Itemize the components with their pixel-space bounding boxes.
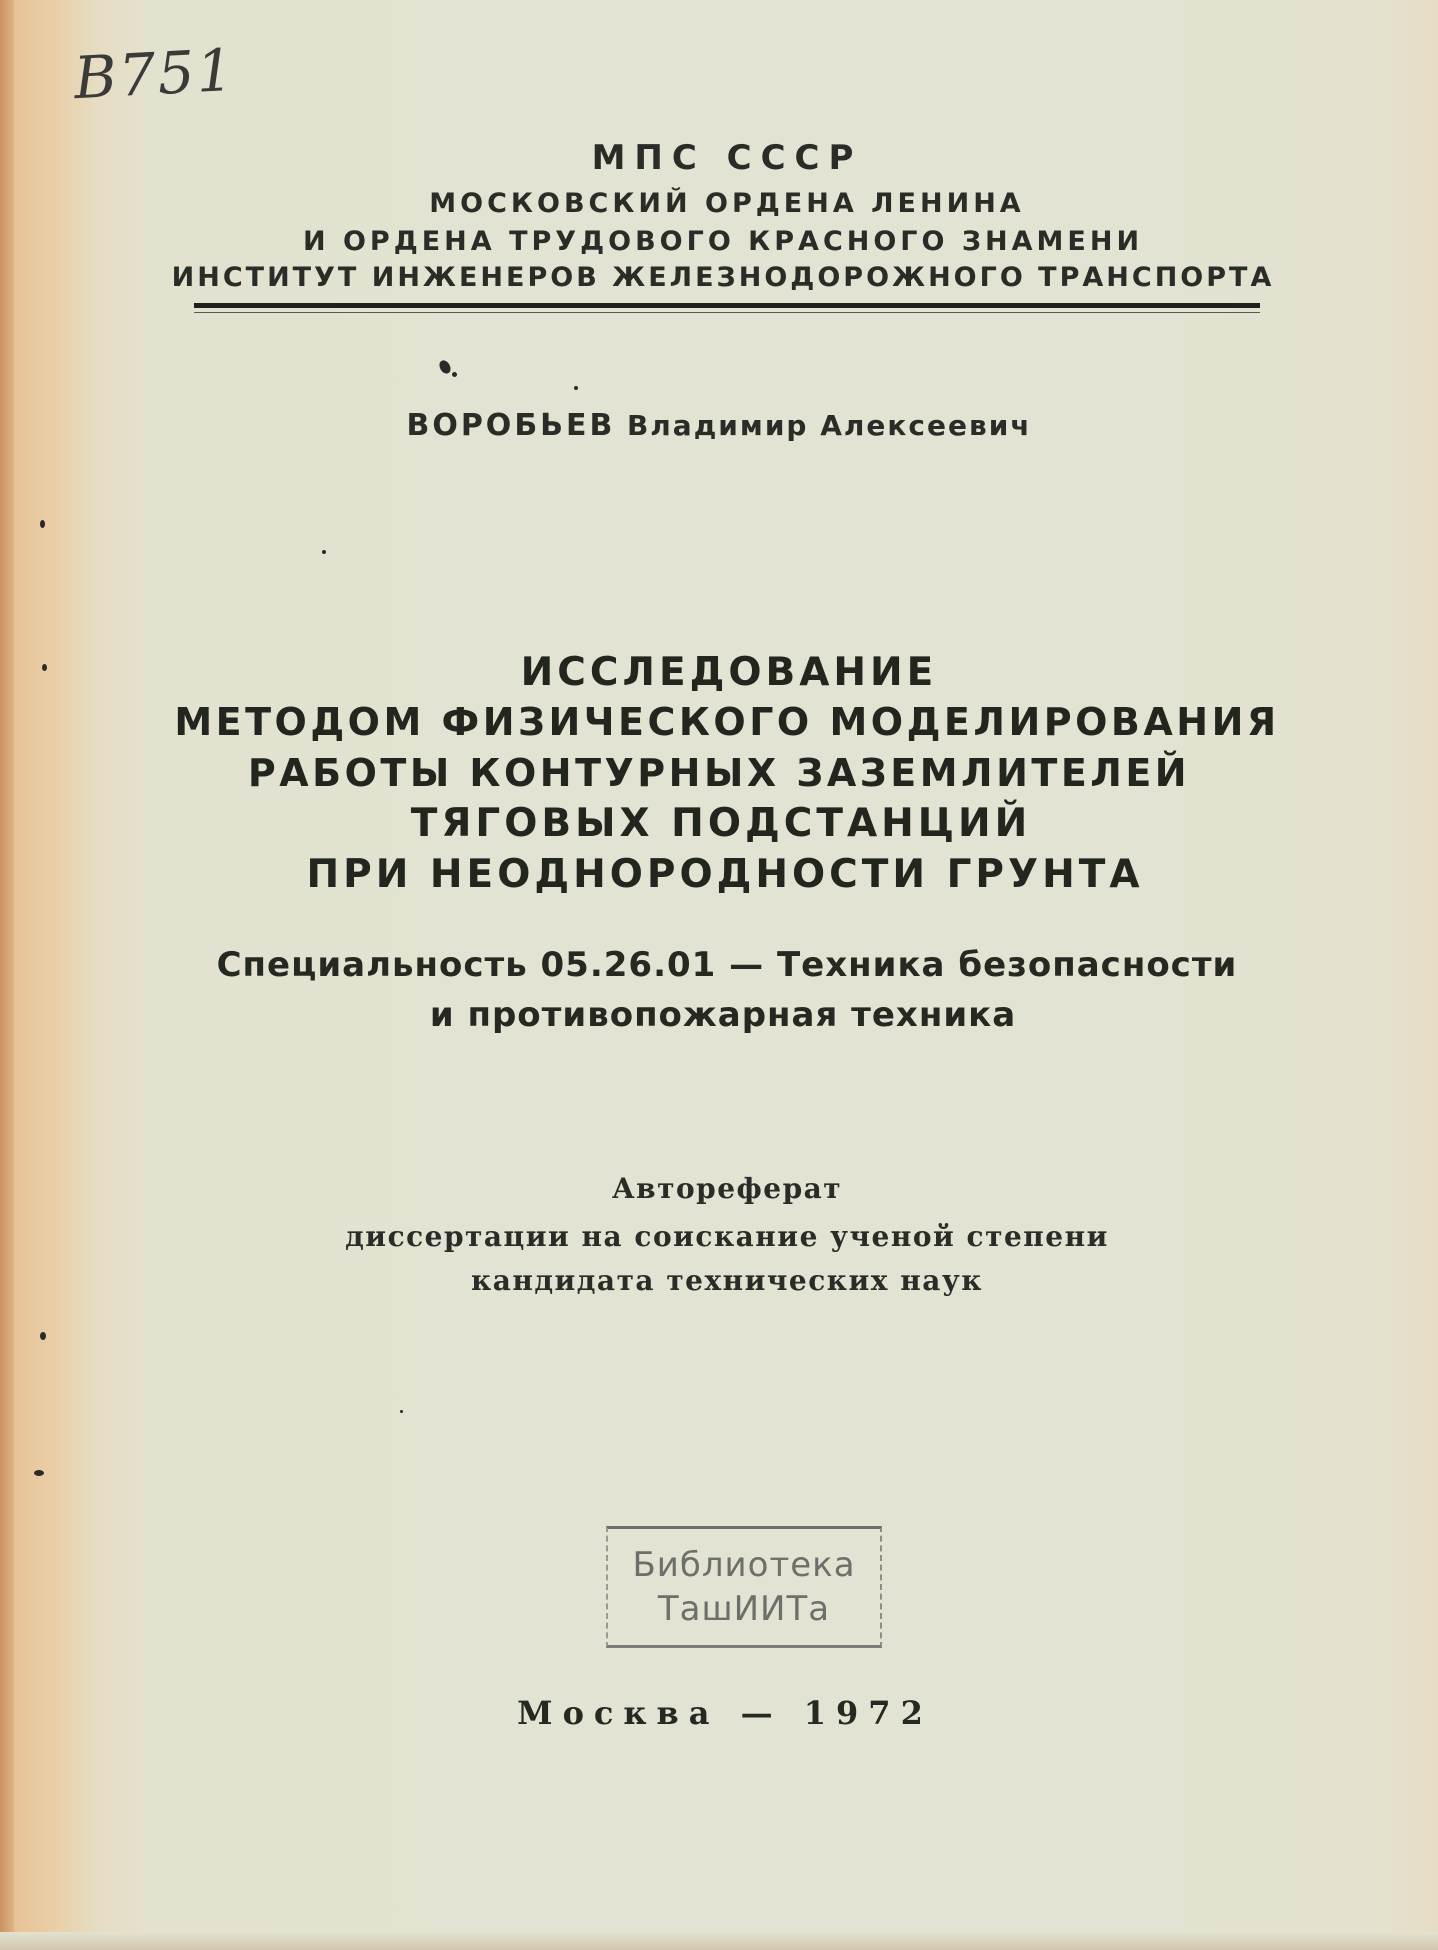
paper-bottom-edge [0, 1932, 1438, 1950]
author-name [0, 408, 1438, 443]
ink-speck [42, 664, 47, 671]
abstract-label: Автореферат [611, 1172, 843, 1205]
institution-line-4: ИНСТИТУТ ИНЖЕНЕРОВ ЖЕЛЕЗНОДОРОЖНОГО ТРАНСПОРТА [171, 262, 1275, 293]
abstract-line-3: кандидата технических наук [470, 1264, 984, 1297]
title-line-1: ИССЛЕДОВАНИЕ [520, 650, 938, 695]
place-and-year: Москва — 1972 [517, 1694, 933, 1732]
title-line-4: ТЯГОВЫХ ПОДСТАНЦИЙ [410, 801, 1032, 846]
specialty-line-2: и противопожарная техника [429, 995, 1017, 1035]
ink-speck [34, 1470, 44, 1476]
title-line-5: ПРИ НЕОДНОРОДНОСТИ ГРУНТА [306, 852, 1144, 897]
author-surname: ВОРОБЬЕВ [406, 408, 616, 443]
institution-line-2: МОСКОВСКИЙ ОРДЕНА ЛЕНИНА [429, 188, 1025, 219]
ink-speck [400, 1410, 403, 1413]
title-line-2: МЕТОДОМ ФИЗИЧЕСКОГО МОДЕЛИРОВАНИЯ [174, 700, 1280, 744]
library-stamp [606, 1526, 882, 1648]
stamp-line-1: Библиотека [632, 1545, 856, 1585]
abstract-line-2: диссертации на соискание ученой степени [345, 1220, 1109, 1253]
title-line-3: РАБОТЫ КОНТУРНЫХ ЗАЗЕМЛИТЕЛЕЙ [247, 751, 1191, 795]
ink-speck [40, 1332, 46, 1340]
ink-speck [322, 550, 326, 554]
ink-speck [452, 372, 457, 377]
handwritten-note: B751 [72, 35, 237, 113]
author-given-names: Владимир Алексеевич [626, 409, 1032, 442]
ink-speck [40, 520, 45, 528]
ink-speck [574, 386, 578, 390]
ministry-heading: МПС СССР [591, 138, 863, 178]
stamp-line-2: ТашИИТа [657, 1589, 831, 1629]
institution-line-3: И ОРДЕНА ТРУДОВОГО КРАСНОГО ЗНАМЕНИ [302, 226, 1144, 257]
specialty-line-1: Специальность 05.26.01 — Техника безопасности [216, 945, 1238, 985]
header-rule-thin [194, 312, 1260, 313]
header-rule [194, 303, 1260, 308]
